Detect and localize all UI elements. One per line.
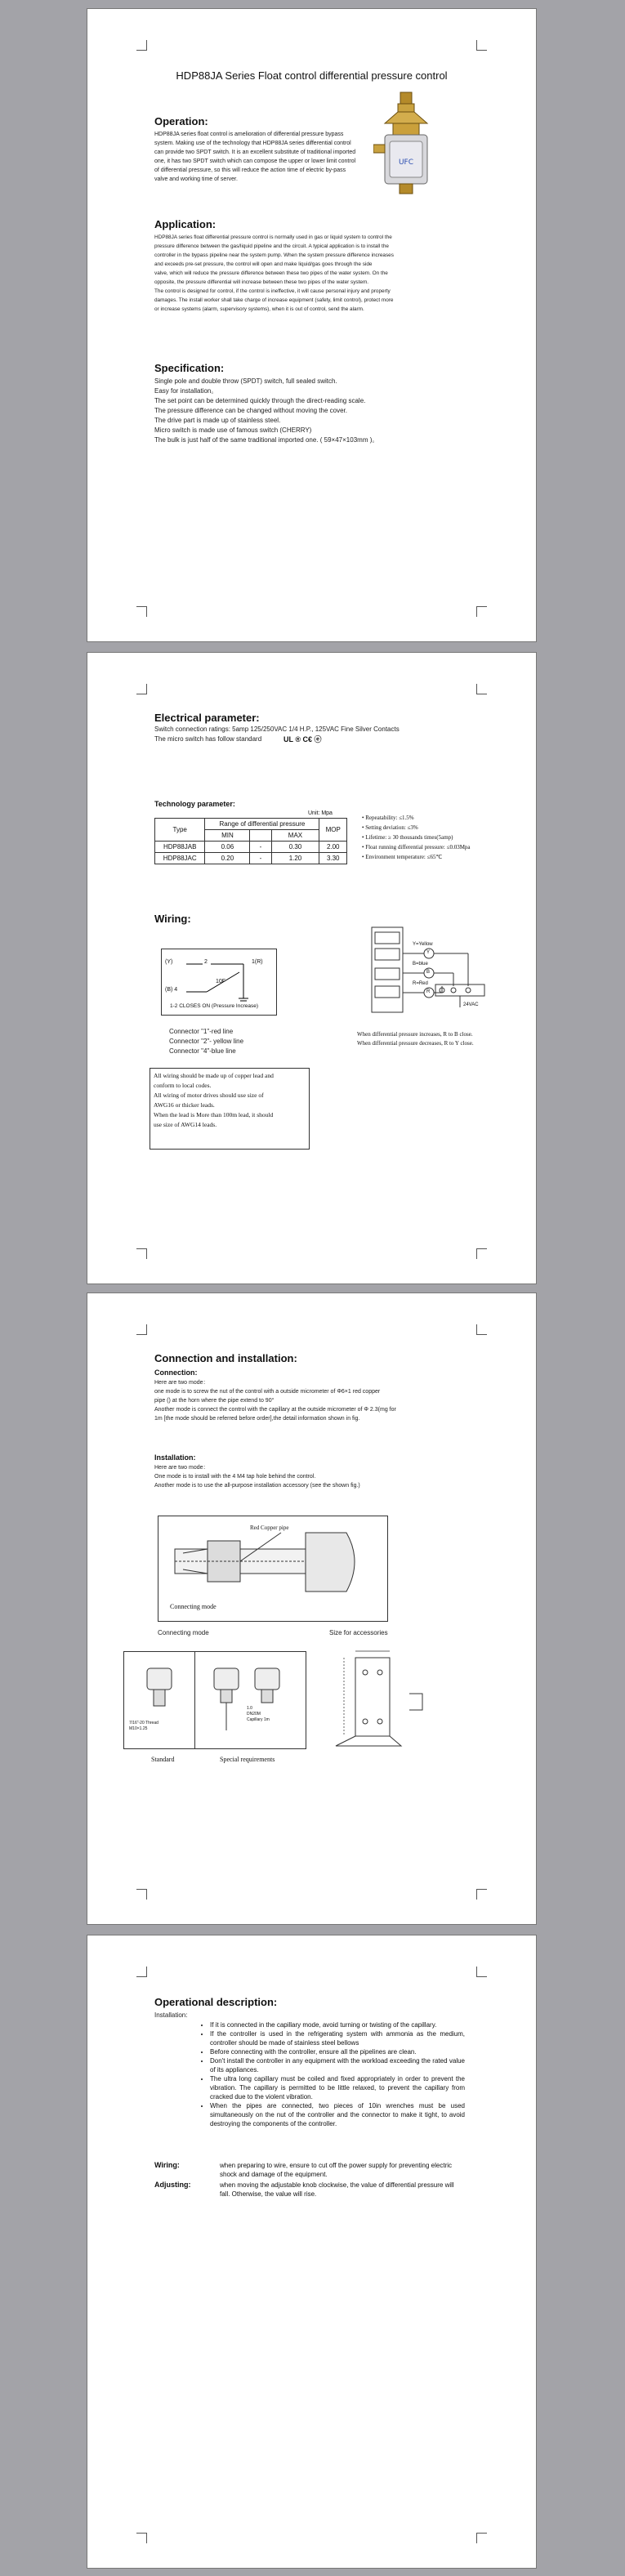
text-line: The set point can be determined quickly through the direct-reading scale.	[154, 397, 366, 404]
text-line: pressure difference between the gas/liquid pipeline and the circuit. A typical application is to install the	[154, 243, 389, 249]
label-red-copper-pipe: Red Copper pipe	[250, 1525, 289, 1531]
list-item: • If it is connected in the capillary mode, avoid turning or twisting of the capillary.	[210, 2020, 465, 2029]
label-blue: B=blue	[413, 962, 428, 967]
node-r: R	[426, 989, 431, 994]
page-4	[87, 1935, 537, 2569]
col-range: Range of differential pressure	[205, 819, 319, 830]
special-label: 1.0 DN20M Capillary 1m	[247, 1706, 270, 1722]
text-line: opposite, the pressure differential will increase between these two pipes of the water system.	[154, 279, 369, 285]
terminal-r: 1(R)	[252, 959, 263, 965]
crop-mark	[476, 606, 487, 617]
cell-dash: -	[250, 842, 271, 853]
technology-bullets	[362, 813, 471, 862]
text-line: HDP88JA series float control is amelioration of differential pressure bypass	[154, 132, 344, 137]
crop-mark	[136, 1889, 147, 1900]
col-min: MIN	[205, 830, 250, 842]
page-3	[87, 1292, 537, 1925]
crop-mark	[476, 1248, 487, 1259]
cell-type: HDP88JAB	[155, 842, 205, 853]
table-row	[155, 853, 347, 864]
connection-subheading: Connection:	[154, 1368, 198, 1377]
wiring-diagram	[362, 922, 493, 1020]
text-line: All wiring of motor drives should use size of	[154, 1092, 264, 1099]
crop-mark	[476, 40, 487, 51]
text-line: valve and working time of server.	[154, 176, 238, 182]
cell-max: 1.20	[271, 853, 319, 864]
switch-schematic	[161, 949, 277, 1016]
adjusting-label: Adjusting:	[154, 2181, 191, 2189]
application-heading: Application:	[154, 218, 217, 230]
text-line: When differential pressure decreases, R to Y close.	[357, 1040, 474, 1047]
table-header-row	[155, 819, 347, 830]
installation-label: Installation:	[154, 2011, 188, 2019]
cell-mop: 3.30	[319, 853, 347, 864]
crop-mark	[476, 684, 487, 694]
wiring-notes-box	[150, 1068, 310, 1150]
operation-text	[154, 130, 375, 184]
list-item: • Lifetime: ≥ 30 thousands times(5amp)	[362, 834, 453, 841]
cell-type: HDP88JAC	[155, 853, 205, 864]
text-line: pipe () at the horn where the pipe extend to 90°	[154, 1398, 275, 1404]
crop-mark	[136, 1248, 147, 1259]
operational-bullets	[200, 2020, 465, 2128]
wiring-text: when preparing to wire, ensure to cut off the power supply for preventing electric shock and damage of the equipment.	[220, 2162, 453, 2178]
label-yellow: Y=Yellow	[413, 942, 433, 947]
wiring-heading: Wiring:	[154, 913, 191, 925]
text-line: use size of AWG14 leads.	[154, 1121, 217, 1128]
terminal-2: 2	[204, 959, 208, 965]
crop-mark	[136, 684, 147, 694]
node-b: B	[426, 970, 431, 975]
list-item: Connector "2"- yellow line	[169, 1038, 244, 1045]
text-line: When the lead is More than 100m lead, it should	[154, 1111, 274, 1118]
text-line: Another mode is connect the control with the capillary at the outside micrometer of Φ 2.3(mg for	[154, 1407, 396, 1413]
text-line: system. Making use of the technology that HDP88JA series differential control	[154, 141, 351, 146]
connection-text	[154, 1378, 498, 1423]
cell-min: 0.06	[205, 842, 250, 853]
connecting-mode-figure	[158, 1516, 388, 1622]
electrical-standard: The micro switch has follow standard	[154, 735, 262, 743]
cell-min: 0.20	[205, 853, 250, 864]
product-image	[373, 91, 439, 197]
list-item: • Environment temperature: ≤65℃	[362, 854, 443, 860]
text-line: The bulk is just half of the same traditional imported one. ( 59×47×103mm )。	[154, 436, 379, 444]
terminal-b: (B) 4	[165, 987, 178, 993]
crop-mark	[476, 2533, 487, 2543]
text-line: conform to local codes.	[154, 1082, 212, 1089]
switch-label: 10F	[216, 979, 226, 984]
list-item: • If the controller is used in the refrigerating system with ammonia as the medium, controller should be made of stainless steel bellows	[210, 2029, 465, 2047]
caption-standard: Standard	[151, 1756, 175, 1763]
text-line: The control is designed for control, if the control is ineffective, it will cause personal injury and property	[154, 288, 391, 294]
caption-special: Special requirements	[220, 1756, 275, 1763]
cell-mop: 2.00	[319, 842, 347, 853]
col-max: MAX	[271, 830, 319, 842]
list-item: • Setting deviation: ≤3%	[362, 824, 418, 831]
list-item: • Don't install the controller in any equipment with the workload exceeding the rated value of its appliances.	[210, 2056, 465, 2074]
electrical-ratings: Switch connection ratings: 5amp 125/250VAC 1/4 H.P., 125VAC Fine Silver Contacts	[154, 725, 400, 733]
terminal-y: (Y)	[165, 959, 173, 965]
specification-text	[154, 377, 481, 445]
caption-size-accessories: Size for accessories	[329, 1629, 388, 1636]
col-mop: MOP	[319, 819, 347, 842]
text-line: The pressure difference can be changed without moving the cover.	[154, 407, 347, 414]
fitting-figure	[123, 1651, 306, 1749]
col-type: Type	[155, 819, 205, 842]
list-item: • The ultra long capillary must be coiled and fixed appropriately in order to prevent the vibration. The capillary is permitted to be little relaxed, to prevent the capillary from cracked due to the violent vibration.	[210, 2074, 465, 2101]
text-line: Micro switch is made use of famous switch (CHERRY)	[154, 426, 312, 434]
fitting-drawing	[124, 1652, 306, 1748]
wiring-right-notes	[357, 1030, 474, 1048]
wiring-label: Wiring:	[154, 2161, 180, 2169]
accessory-drawing	[319, 1645, 434, 1751]
label-24vac: 24VAC	[463, 1002, 479, 1007]
unit-label: Unit: Mpa	[308, 810, 333, 816]
text-line: Here are two mode：	[154, 1380, 209, 1386]
crop-mark	[476, 1889, 487, 1900]
text-line: When differential pressure increases, R to B close.	[357, 1031, 473, 1038]
text-line: valve, which will reduce the pressure difference between these two pipes of the water system. On the	[154, 270, 388, 276]
specification-heading: Specification:	[154, 362, 225, 374]
crop-mark	[476, 1967, 487, 1977]
text-line: The drive part is made up of stainless steel.	[154, 417, 281, 424]
svg-text:UFC: UFC	[398, 158, 414, 167]
list-item: • When the pipes are connected, two pieces of 10in wrenches must be used simultaneously on the nut of the controller and the connector to make it tight, to avoid destroying the components of the controller.	[210, 2101, 465, 2128]
text-line: 1m [the mode should be referred before order],the detail information shown in fig.	[154, 1416, 360, 1422]
cell-dash: -	[250, 853, 271, 864]
connector-list	[169, 1027, 243, 1056]
crop-mark	[136, 1324, 147, 1335]
text-line: Another mode is to use the all-purpose installation accessory (see the shown fig.)	[154, 1483, 360, 1489]
list-item: • Before connecting with the controller, ensure all the pipelines are clean.	[210, 2047, 465, 2056]
technology-heading: Technology parameter:	[154, 800, 235, 808]
page-1	[87, 8, 537, 642]
standard-thread-label: 7/16"-20 Thread M10×1.25	[129, 1721, 158, 1731]
text-line: controller in the bypass pipeline near the system pump. When the system pressure difference increases	[154, 252, 394, 258]
label-red: R=Red	[413, 981, 428, 986]
crop-mark	[136, 1967, 147, 1977]
text-line: of differential pressure, so this will reduce the action time of electric by-pass	[154, 167, 346, 173]
text-line: one mode is to screw the nut of the control with a outside micrometer of Φ6×1 red copper	[154, 1389, 381, 1395]
switch-caption: 1-2 CLOSES ON (Pressure Increase)	[170, 1003, 259, 1009]
text-line: Here are two mode：	[154, 1465, 209, 1471]
certification-marks: UL ® C€ ⓔ	[283, 735, 322, 743]
text-line: Easy for installation。	[154, 387, 218, 395]
caption-connecting-mode: Connecting mode	[158, 1629, 209, 1636]
node-y: Y	[426, 950, 431, 955]
text-line: or increase systems (alarm, supervisory systems), when it is out of control, send the alarm.	[154, 306, 364, 312]
text-line: One mode is to install with the 4 M4 tap hole behind the control.	[154, 1474, 316, 1480]
text-line: and exceeds pre-set pressure, the control will open and make liquid/gas goes through the side	[154, 261, 373, 267]
page-2	[87, 652, 537, 1284]
installation-subheading: Installation:	[154, 1453, 196, 1462]
text-line: All wiring should be made up of copper lead and	[154, 1072, 274, 1079]
text-line: one, it has two SPDT switch which can compose the upper or lower limit control	[154, 158, 356, 164]
crop-mark	[136, 40, 147, 51]
text-line: AWG16 or thicker leads.	[154, 1101, 215, 1109]
crop-mark	[136, 2533, 147, 2543]
list-item: • Float running differential pressure: ≤0.03Mpa	[362, 844, 471, 850]
list-item: Connector "4"-blue line	[169, 1047, 236, 1055]
list-item: Connector "1"-red line	[169, 1028, 234, 1035]
crop-mark	[476, 1324, 487, 1335]
text-line: Single pole and double throw (SPDT) switch, full sealed switch.	[154, 377, 337, 385]
adjusting-text: when moving the adjustable knob clockwise, the value of differential pressure will fall. Otherwise, the value will rise.	[220, 2181, 454, 2198]
text-line: can provide two SPDT switch. It is an excellent substitute of traditional imported	[154, 150, 356, 155]
connection-heading: Connection and installation:	[154, 1352, 297, 1364]
col-sep	[250, 830, 271, 842]
text-line: HDP88JA series float differential pressure control is normally used in gas or liquid system to control the	[154, 234, 392, 240]
operational-heading: Operational description:	[154, 1996, 278, 2008]
crop-mark	[136, 606, 147, 617]
electrical-heading: Electrical parameter:	[154, 712, 260, 724]
application-text	[154, 233, 481, 314]
cell-max: 0.30	[271, 842, 319, 853]
text-line: damages. The install worker shall take charge of increase equipment (safety, limit control), protect more	[154, 297, 394, 303]
table-row	[155, 842, 347, 853]
operation-heading: Operation:	[154, 115, 208, 127]
page-title: HDP88JA Series Float control differential pressure control	[176, 69, 448, 82]
list-item: • Repeatability: ≤1.5%	[362, 815, 414, 821]
installation-text	[154, 1463, 498, 1490]
label-connecting-mode: Connecting mode	[170, 1603, 217, 1610]
technology-table	[154, 818, 347, 864]
